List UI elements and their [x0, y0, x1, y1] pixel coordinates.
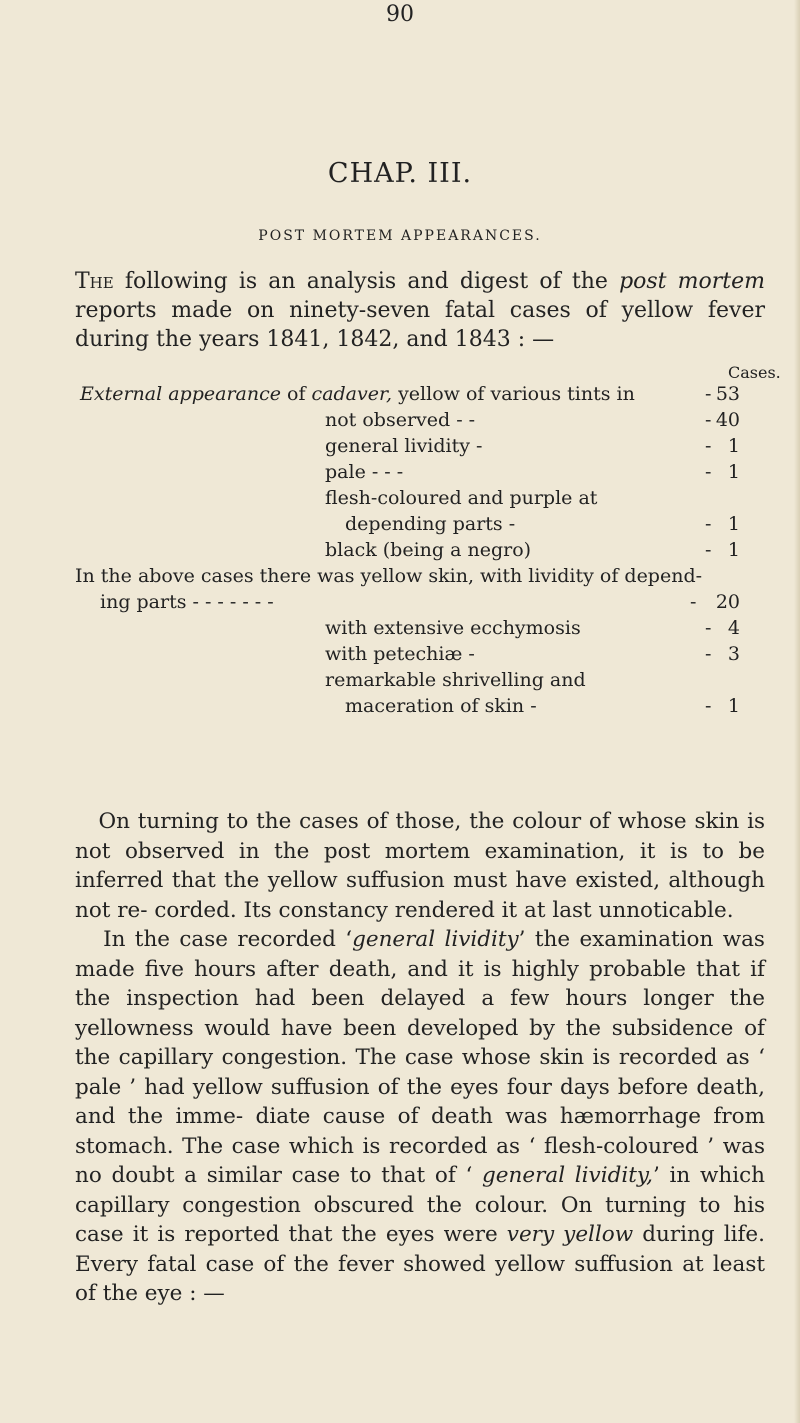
section-title: POST MORTEM APPEARANCES.	[258, 228, 542, 244]
row-label-italic: External appearance	[80, 383, 281, 405]
table-row: black (being a negro)	[325, 539, 532, 561]
table-row: flesh-coloured and purple at	[325, 487, 598, 509]
row-value: 4	[727, 617, 740, 639]
table-row: with petechiæ -	[325, 643, 475, 665]
row-dash: -	[705, 617, 712, 639]
row-dash: -	[705, 643, 712, 665]
table-row: general lividity -	[325, 435, 483, 457]
row-label-italic2: cadaver,	[311, 383, 393, 405]
table-row	[80, 383, 635, 405]
row-label: of	[280, 383, 312, 405]
table-row: depending parts -	[345, 513, 516, 535]
p2-text-c: ’ in which capillary congestion obscured the colour. On turning to his case it is reported that the eyes were	[75, 1163, 765, 1247]
paragraph-2	[75, 925, 765, 1309]
row-value: 1	[727, 513, 740, 535]
paragraph-1-text: On turning to the cases of those, the colour of whose skin is not observed in the post mortem examination, it is to be inferred that the yellow suffusion must have existed, although not re- corded. Its constancy rendered it at last unnoticable.	[75, 809, 765, 923]
row-dash: -	[705, 435, 712, 457]
intro-text-1: following is an analysis and digest of the	[113, 269, 620, 294]
intro-paragraph	[75, 267, 765, 354]
body-text	[75, 807, 765, 1309]
row-value: 20	[715, 591, 740, 613]
table-row: not observed - -	[325, 409, 476, 431]
paragraph-1	[75, 807, 765, 925]
p2-text-b: ’ the examination was made five hours after death, and it is highly probable that if the inspection had been delayed a few hours longer the yellowness would have been developed by the subsidence of the capillary congestion. The case whose skin is recorded as ‘ pale ’ had yellow suffusion of the eyes four days before death, and the imme- diate cause of death was hæmorrhage from stomach. The case which is recorded as ‘ flesh-coloured ’ was no doubt a similar case to that of ‘	[75, 927, 765, 1188]
intro-text-2: reports made on ninety-seven fatal cases of yellow fever during the years 1841, 1842, and 1843 : —	[75, 298, 765, 352]
row-value: 53	[715, 383, 740, 405]
row-value: 40	[715, 409, 740, 431]
p2-text-a: In the case recorded ‘	[103, 927, 353, 952]
row-dash: -	[705, 383, 712, 405]
row-dash: -	[705, 461, 712, 483]
table-row: ing parts - - - - - - -	[100, 591, 274, 613]
row-value: 1	[727, 435, 740, 457]
table-row: pale - - -	[325, 461, 404, 483]
row-dash: -	[705, 539, 712, 561]
p2-italic-2: general lividity,	[482, 1163, 653, 1188]
table-header-cases: Cases.	[728, 363, 781, 382]
table-row: remarkable shrivelling and	[325, 669, 586, 691]
intro-lead: The	[75, 269, 114, 294]
table-row: maceration of skin -	[345, 695, 537, 717]
row-label-rest: yellow of various tints in	[392, 383, 635, 405]
row-value: 1	[727, 695, 740, 717]
row-value: 3	[727, 643, 740, 665]
row-value: 1	[727, 539, 740, 561]
p2-italic-3: very yellow	[506, 1222, 634, 1247]
row-dash: -	[705, 409, 712, 431]
row-dash: -	[690, 591, 697, 613]
table-row: with extensive ecchymosis	[325, 617, 581, 639]
row-value: 1	[727, 461, 740, 483]
table-row: In the above cases there was yellow skin, with lividity of depend-	[75, 565, 703, 587]
p2-text-d: during life. Every fatal case of the fever showed yellow suffusion at least of the eye : —	[75, 1222, 765, 1306]
page-number: 90	[386, 2, 414, 27]
page-edge-shadow	[794, 0, 800, 1423]
row-dash: -	[705, 695, 712, 717]
row-dash: -	[705, 513, 712, 535]
intro-italic: post mortem	[619, 269, 766, 294]
chapter-title: CHAP. III.	[327, 158, 473, 189]
p2-italic-1: general lividity	[352, 927, 519, 952]
